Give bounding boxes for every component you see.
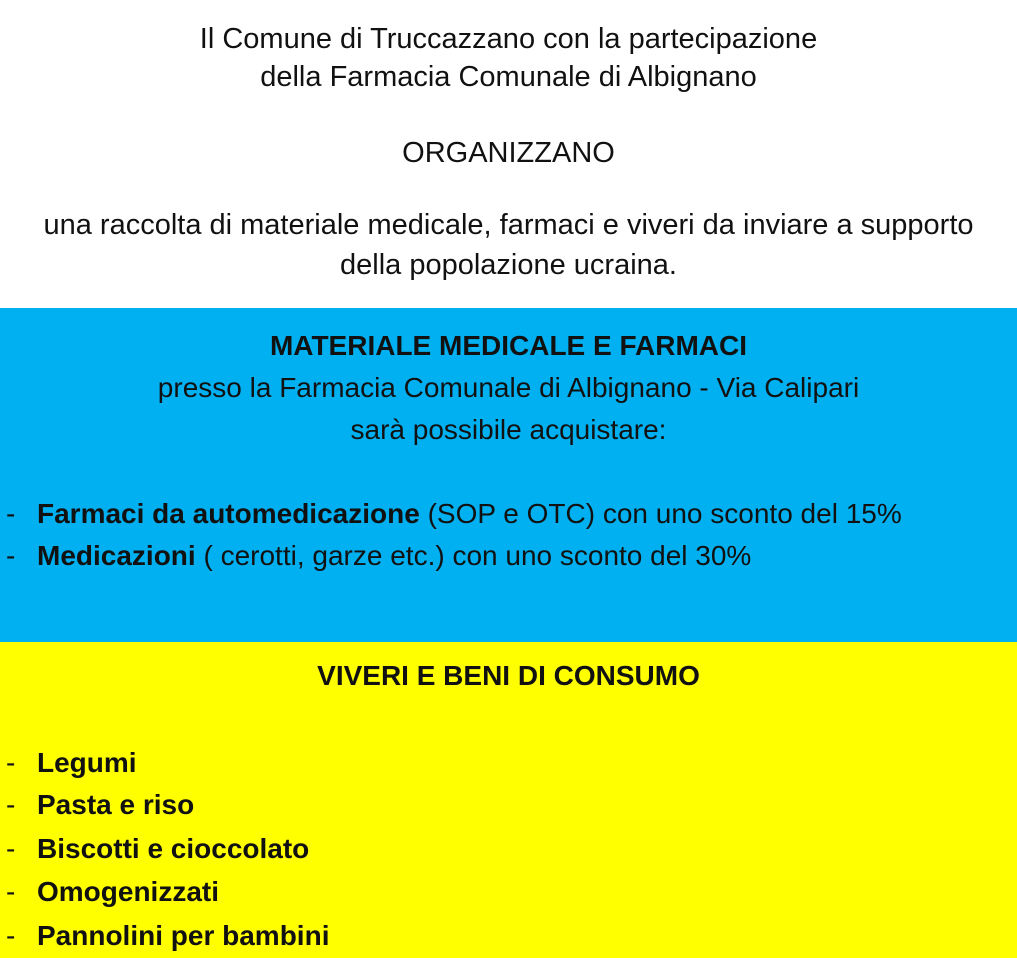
intro-section bbox=[0, 0, 1017, 308]
bullet-dash: - bbox=[6, 789, 16, 820]
bullet-dash: - bbox=[6, 833, 16, 864]
bullet-dash: - bbox=[6, 540, 16, 571]
medical-item-bold: Medicazioni bbox=[37, 540, 196, 571]
food-item bbox=[6, 745, 137, 781]
medical-item-rest: ( cerotti, garze etc.) con uno sconto del 30% bbox=[195, 540, 752, 571]
food-item-label: Biscotti e cioccolato bbox=[37, 833, 310, 864]
food-item-label: Legumi bbox=[37, 747, 137, 778]
medical-section bbox=[0, 308, 1017, 642]
medical-item-rest: (SOP e OTC) con uno sconto del 15% bbox=[419, 498, 902, 529]
medical-line-2: sarà possibile acquistare: bbox=[350, 414, 667, 445]
food-item bbox=[6, 831, 309, 867]
intro-line-2: della Farmacia Comunale di Albignano bbox=[260, 61, 757, 93]
food-item bbox=[6, 918, 329, 954]
bullet-dash: - bbox=[6, 876, 16, 907]
food-item bbox=[6, 874, 219, 910]
bullet-dash: - bbox=[6, 920, 16, 951]
intro-line-4: della popolazione ucraina. bbox=[340, 249, 677, 281]
food-title: VIVERI E BENI DI CONSUMO bbox=[317, 660, 700, 691]
bullet-dash: - bbox=[6, 747, 16, 778]
medical-line-1: presso la Farmacia Comunale di Albignano - Via Calipari bbox=[157, 372, 860, 403]
food-item-label: Pasta e riso bbox=[37, 789, 195, 820]
medical-item bbox=[6, 496, 902, 532]
food-item-label: Pannolini per bambini bbox=[37, 920, 330, 951]
medical-title: MATERIALE MEDICALE E FARMACI bbox=[269, 330, 748, 361]
food-item-label: Omogenizzati bbox=[37, 876, 220, 907]
intro-line-1: Il Comune di Truccazzano con la partecipazione bbox=[199, 23, 818, 55]
bullet-dash: - bbox=[6, 498, 16, 529]
intro-line-3: una raccolta di materiale medicale, farmaci e viveri da inviare a supporto bbox=[43, 209, 974, 241]
medical-item-bold: Farmaci da automedicazione bbox=[37, 498, 420, 529]
food-section bbox=[0, 642, 1017, 958]
medical-item bbox=[6, 538, 751, 574]
intro-heading: ORGANIZZANO bbox=[402, 137, 615, 169]
food-item bbox=[6, 787, 194, 823]
